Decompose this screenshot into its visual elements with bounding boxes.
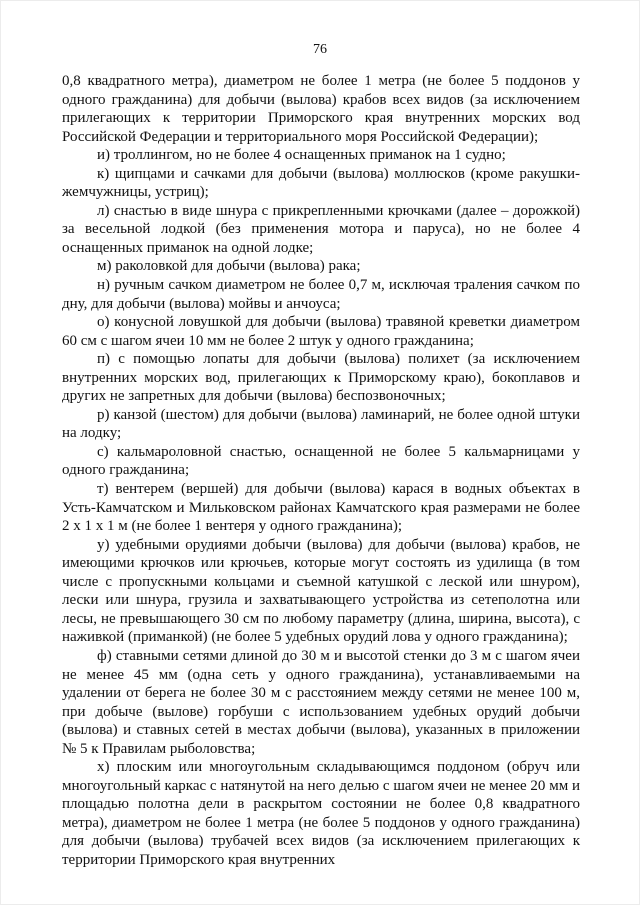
paragraph-item-m: м) раколовкой для добычи (вылова) рака; xyxy=(97,258,361,275)
paragraph-item-n: н) ручным сачком диаметром не более 0,7 м, исключая траления сачком по дну, для добычи (вылова) мойвы и анчоуса; xyxy=(62,277,580,312)
paragraph-item-k: к) щипцами и сачками для добычи (вылова) моллюсков (кроме ракушки-жемчужницы, устриц); xyxy=(62,165,580,201)
document-body xyxy=(62,72,580,870)
paragraph-item-f: ф) ставными сетями длиной до 30 м и высотой стенки до 3 м с шагом ячеи не менее 45 мм (одна сеть у одного гражданина), устанавливаемыми на удалении от берега не более 30 м с расстоянием между сетями не менее 100 м, при добыче (вылове) горбуши с использованием удебных орудий добычи (вылова) и ставных сетей в местах добычи (вылова), указанных в приложении № 5 к Правилам рыболовства; xyxy=(62,647,580,757)
paragraph-continuation: 0,8 квадратного метра), диаметром не более 1 метра (не более 5 поддонов у одного гражданина) для добычи (вылова) крабов всех видов (за исключением прилегающих к территории Приморского края внутренних морских вод Российской Федерации и территориального моря Российской Федерации); xyxy=(62,73,580,145)
paragraph-item-s: с) кальмароловной снастью, оснащенной не более 5 кальмарницами у одного гражданина; xyxy=(62,443,580,479)
paragraph-item-r: р) канзой (шестом) для добычи (вылова) ламинарий, не более одной штуки на лодку; xyxy=(62,406,580,442)
paragraph-item-o: о) конусной ловушкой для добычи (вылова) травяной креветки диаметром 60 см с шагом ячеи 10 мм не более 2 штук у одного гражданина; xyxy=(62,314,580,349)
paragraph-item-t: т) вентерем (вершей) для добычи (вылова) карася в водных объектах в Усть-Камчатском и Мильковском районах Камчатского края размерами не более 2 х 1 х 1 м (не более 1 вентеря у одного гражданина); xyxy=(62,481,580,535)
paragraph-item-p: п) с помощью лопаты для добычи (вылова) полихет (за исключением внутренних морских вод, прилегающих к Приморскому краю), бокоплавов и других не запретных для добычи (вылова) беспозвоночных; xyxy=(62,351,580,405)
paragraph-item-i: и) троллингом, но не более 4 оснащенных приманок на 1 судно; xyxy=(97,147,506,164)
page-number: 76 xyxy=(313,42,327,57)
paragraph-item-l: л) снастью в виде шнура с прикрепленными крючками (далее – дорожкой) за весельной лодкой (без применения мотора и паруса), но не более 4 оснащенных приманок на одной лодке; xyxy=(62,202,580,256)
paragraph-item-u: у) удебными орудиями добычи (вылова) для добычи (вылова) крабов, не имеющими крючков или крючьев, которые могут состоять из удилища (в том числе с пропускными кольцами и съемной катушкой с леской или шнуром), лески или шнура, грузила и захватывающего устройства из сетеполотна или лесы, не превышающего 30 см по любому параметру (длина, ширина, высота), с наживкой (приманкой) (не более 5 удебных орудий лова у одного гражданина); xyxy=(62,536,580,646)
paragraph-item-h: х) плоским или многоугольным складывающимся поддоном (обруч или многоугольный каркас с натянутой на него делью с шагом ячеи не менее 20 мм и площадью полотна дели в раскрытом состоянии не более 0,8 квадратного метра), диаметром не более 1 метра (не более 5 поддонов у одного гражданина) для добычи (вылова) трубачей всех видов (за исключением прилегающих к территории Приморского края внутренних xyxy=(62,759,580,868)
